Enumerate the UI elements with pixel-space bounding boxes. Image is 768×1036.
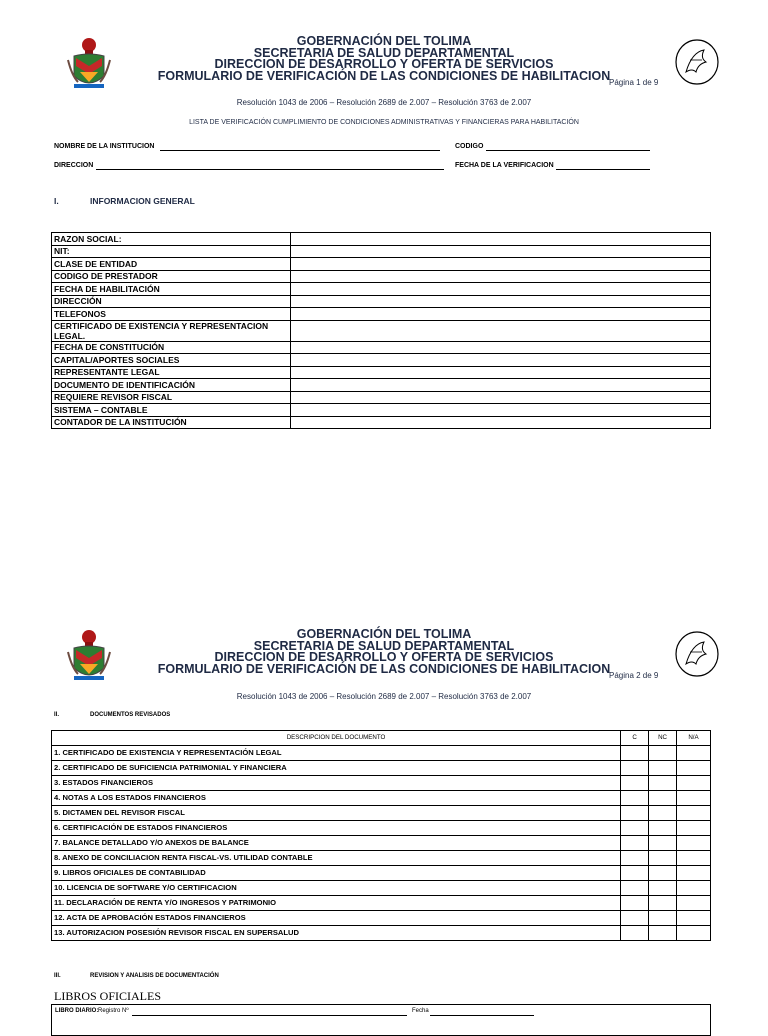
document-label: 8. ANEXO DE CONCILIACION RENTA FISCAL-VS. UTILIDAD CONTABLE [52,851,621,866]
check-cell-na[interactable] [677,896,711,911]
field-nombre-line[interactable] [160,150,440,151]
info-label: TELEFONOS [52,308,291,321]
check-cell-nc[interactable] [649,926,677,941]
check-cell-nc[interactable] [649,761,677,776]
registro-label: Registro Nº [98,1008,129,1014]
check-cell-na[interactable] [677,761,711,776]
check-cell-c[interactable] [621,836,649,851]
header-title: GOBERNACIÓN DEL TOLIMA [296,627,472,641]
document-label: 11. DECLARACIÓN DE RENTA Y/O INGRESOS Y PATRIMONIO [52,896,621,911]
check-cell-c[interactable] [621,776,649,791]
documents-table [51,730,711,941]
document-label: 10. LICENCIA DE SOFTWARE Y/O CERTIFICACION [52,881,621,896]
check-cell-na[interactable] [677,911,711,926]
document-label: 1. CERTIFICADO DE EXISTENCIA Y REPRESENTACIÓN LEGAL [52,746,621,761]
check-cell-c[interactable] [621,806,649,821]
check-cell-nc[interactable] [649,791,677,806]
document-label: 2. CERTIFICADO DE SUFICIENCIA PATRIMONIAL Y FINANCIERA [52,761,621,776]
check-cell-na[interactable] [677,836,711,851]
info-row [52,341,711,354]
check-cell-nc[interactable] [649,911,677,926]
resolutions: Resolución 1043 de 2006 – Resolución 2689 de 2.007 – Resolución 3763 de 2.007 [236,98,532,107]
info-value-cell[interactable] [291,404,711,417]
info-value-cell[interactable] [291,258,711,271]
info-row [52,354,711,367]
document-row [52,746,711,761]
check-cell-nc[interactable] [649,806,677,821]
fecha-label: Fecha [412,1008,429,1014]
seal-icon [674,38,720,86]
col-c-header: C [621,731,649,746]
section-title: INFORMACION GENERAL [90,196,195,206]
info-label: RAZON SOCIAL: [52,233,291,246]
info-value-cell[interactable] [291,416,711,429]
check-cell-na[interactable] [677,776,711,791]
registro-line[interactable] [132,1015,407,1016]
document-label: 6. CERTIFICACIÓN DE ESTADOS FINANCIEROS [52,821,621,836]
document-row [52,806,711,821]
info-value-cell[interactable] [291,283,711,296]
section3-number: III. [54,973,61,979]
check-cell-nc[interactable] [649,821,677,836]
col-desc-header: DESCRIPCION DEL DOCUMENTO [52,731,621,746]
check-cell-c[interactable] [621,791,649,806]
info-row [52,245,711,258]
field-fecha-label: FECHA DE LA VERIFICACION [455,162,554,169]
info-label: SISTEMA – CONTABLE [52,404,291,417]
document-label: 13. AUTORIZACION POSESIÓN REVISOR FISCAL EN SUPERSALUD [52,926,621,941]
field-codigo-label: CODIGO [455,143,484,150]
info-row [52,320,711,341]
document-label: 12. ACTA DE APROBACIÓN ESTADOS FINANCIEROS [52,911,621,926]
fecha-line[interactable] [430,1015,534,1016]
document-row [52,776,711,791]
info-row [52,295,711,308]
page-number: Página 2 de 9 [609,671,659,680]
info-label: REQUIERE REVISOR FISCAL [52,391,291,404]
check-cell-c[interactable] [621,851,649,866]
document-label: 5. DICTAMEN DEL REVISOR FISCAL [52,806,621,821]
check-cell-c[interactable] [621,881,649,896]
header-title: GOBERNACIÓN DEL TOLIMA [296,34,472,48]
col-nc-header: NC [649,731,677,746]
check-cell-nc[interactable] [649,866,677,881]
libros-title: LIBROS OFICIALES [54,989,162,1003]
info-row [52,404,711,417]
page-number: Página 1 de 9 [609,78,659,87]
check-cell-c[interactable] [621,866,649,881]
info-value-cell[interactable] [291,320,711,341]
header-secretaria: SECRETARIA DE SALUD DEPARTAMENTAL [253,45,515,60]
info-label: CODIGO DE PRESTADOR [52,270,291,283]
field-direccion-label: DIRECCION [54,162,94,169]
document-row [52,791,711,806]
header-formulario: FORMULARIO DE VERIFICACIÓN DE LAS CONDICIONES DE HABILITACION [157,661,611,676]
document-row [52,896,711,911]
libro-diario-label: LIBRO DIARIO: [55,1008,99,1014]
field-nombre-label: NOMBRE DE LA INSTITUCION [54,143,155,150]
section2-number: II. [54,712,60,718]
check-cell-nc[interactable] [649,836,677,851]
info-label: FECHA DE HABILITACIÓN [52,283,291,296]
info-row [52,308,711,321]
info-value-cell[interactable] [291,354,711,367]
document-label: 4. NOTAS A LOS ESTADOS FINANCIEROS [52,791,621,806]
info-value-cell[interactable] [291,308,711,321]
info-row [52,379,711,392]
check-cell-na[interactable] [677,791,711,806]
libro-diario-box [51,1004,711,1036]
check-cell-c[interactable] [621,821,649,836]
info-label: CERTIFICADO DE EXISTENCIA Y REPRESENTACION LEGAL. [52,320,291,341]
document-label: 9. LIBROS OFICIALES DE CONTABILIDAD [52,866,621,881]
header-formulario: FORMULARIO DE VERIFICACIÓN DE LAS CONDICIONES DE HABILITACION [157,68,611,83]
info-row [52,270,711,283]
document-label: 3. ESTADOS FINANCIEROS [52,776,621,791]
info-label: CAPITAL/APORTES SOCIALES [52,354,291,367]
document-row [52,761,711,776]
check-cell-na[interactable] [677,926,711,941]
info-label: DIRECCIÓN [52,295,291,308]
section2-title: DOCUMENTOS REVISADOS [90,712,171,718]
info-label: NIT: [52,245,291,258]
header-secretaria: SECRETARIA DE SALUD DEPARTAMENTAL [253,638,515,653]
resolutions: Resolución 1043 de 2006 – Resolución 2689 de 2.007 – Resolución 3763 de 2.007 [236,692,532,701]
check-cell-nc[interactable] [649,881,677,896]
header-direccion: DIRECCION DE DESARROLLO Y OFERTA DE SERVICIOS [214,650,554,664]
info-value-cell[interactable] [291,270,711,283]
check-cell-nc[interactable] [649,896,677,911]
info-row [52,391,711,404]
info-value-cell[interactable] [291,233,711,246]
info-table [51,232,711,429]
document-row [52,836,711,851]
info-value-cell[interactable] [291,295,711,308]
check-cell-na[interactable] [677,851,711,866]
check-cell-na[interactable] [677,881,711,896]
check-cell-na[interactable] [677,821,711,836]
check-cell-c[interactable] [621,746,649,761]
document-row [52,926,711,941]
check-cell-na[interactable] [677,866,711,881]
section-number: I. [54,196,59,206]
field-fecha-line[interactable] [556,169,650,170]
info-value-cell[interactable] [291,245,711,258]
field-codigo-line[interactable] [486,150,650,151]
document-row [52,911,711,926]
field-direccion-line[interactable] [96,169,444,170]
section3-title: REVISION Y ANALISIS DE DOCUMENTACIÓN [90,973,219,979]
check-cell-na[interactable] [677,806,711,821]
check-cell-c[interactable] [621,911,649,926]
document-row [52,821,711,836]
document-row [52,881,711,896]
seal-icon [674,630,720,678]
info-value-cell[interactable] [291,391,711,404]
check-cell-nc[interactable] [649,746,677,761]
info-label: CLASE DE ENTIDAD [52,258,291,271]
info-value-cell[interactable] [291,366,711,379]
document-row [52,851,711,866]
info-value-cell[interactable] [291,379,711,392]
info-row [52,366,711,379]
info-row [52,283,711,296]
info-row [52,233,711,246]
document-row [52,866,711,881]
check-cell-nc[interactable] [649,776,677,791]
info-label: FECHA DE CONSTITUCIÓN [52,341,291,354]
info-row [52,416,711,429]
check-cell-na[interactable] [677,746,711,761]
info-label: CONTADOR DE LA INSTITUCIÓN [52,416,291,429]
info-label: DOCUMENTO DE IDENTIFICACIÓN [52,379,291,392]
check-cell-c[interactable] [621,896,649,911]
check-cell-c[interactable] [621,926,649,941]
list-title: LISTA DE VERIFICACIÓN CUMPLIMIENTO DE CONDICIONES ADMINISTRATIVAS Y FINANCIERAS PARA HABILITACIÓN [189,119,579,126]
document-label: 7. BALANCE DETALLADO Y/O ANEXOS DE BALANCE [52,836,621,851]
info-row [52,258,711,271]
info-value-cell[interactable] [291,341,711,354]
check-cell-c[interactable] [621,761,649,776]
info-label: REPRESENTANTE LEGAL [52,366,291,379]
col-na-header: N/A [677,731,711,746]
check-cell-nc[interactable] [649,851,677,866]
header-direccion: DIRECCION DE DESARROLLO Y OFERTA DE SERVICIOS [214,57,554,71]
